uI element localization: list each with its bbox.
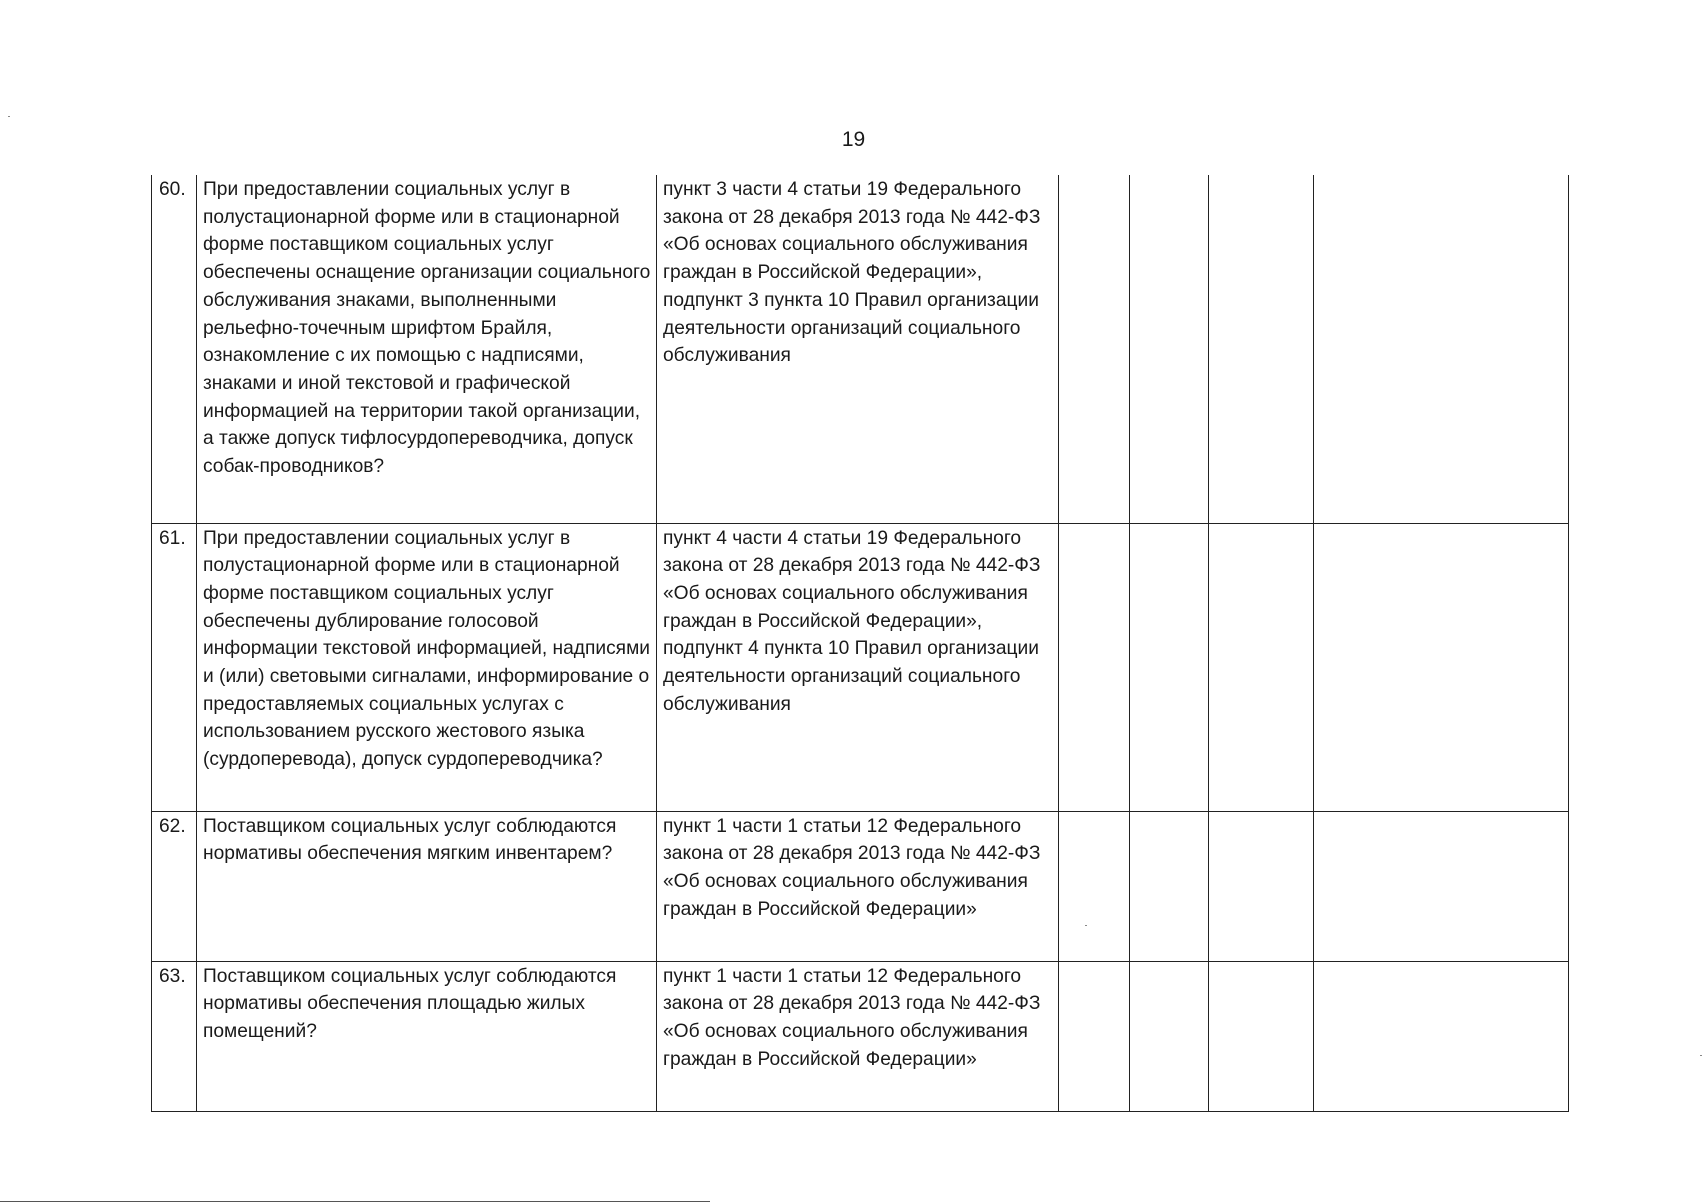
legal-basis-cell: пункт 1 части 1 статьи 12 Федерального закона от 28 декабря 2013 года № 442-ФЗ «Об основах социального обслуживания граждан в Российской Федерации» — [657, 811, 1059, 961]
checklist-table — [151, 175, 1569, 1112]
answer-yes-cell — [1059, 961, 1130, 1111]
remarks-cell — [1314, 811, 1569, 961]
table-row — [152, 811, 1569, 961]
row-number: 61. — [152, 523, 197, 811]
answer-yes-cell — [1059, 811, 1130, 961]
row-number: 62. — [152, 811, 197, 961]
not-applicable-cell — [1209, 523, 1314, 811]
legal-basis-cell: пункт 1 части 1 статьи 12 Федерального закона от 28 декабря 2013 года № 442-ФЗ «Об основах социального обслуживания граждан в Российской Федерации» — [657, 961, 1059, 1111]
question-cell: При предоставлении социальных услуг в полустационарной форме или в стационарной форме поставщиком социальных услуг обеспечены оснащение организации социального обслуживания знаками, выполненными рельефно-точечным шрифтом Брайля, ознакомление с их помощью с надписями, знаками и иной текстовой и графической информацией на территории такой организации, а также допуск тифлосурдопереводчика, допуск собак-проводников? — [197, 175, 657, 523]
answer-yes-cell — [1059, 523, 1130, 811]
remarks-cell — [1314, 523, 1569, 811]
remarks-cell — [1314, 175, 1569, 523]
answer-no-cell — [1130, 811, 1209, 961]
row-number: 63. — [152, 961, 197, 1111]
legal-basis-cell: пункт 3 части 4 статьи 19 Федерального закона от 28 декабря 2013 года № 442-ФЗ «Об основах социального обслуживания граждан в Российской Федерации», подпункт 3 пункта 10 Правил организации деятельности организаций социального обслуживания — [657, 175, 1059, 523]
table-row — [152, 961, 1569, 1111]
question-cell: При предоставлении социальных услуг в полустационарной форме или в стационарной форме поставщиком социальных услуг обеспечены дублирование голосовой информации текстовой информацией, надписями и (или) световыми сигналами, информирование о предоставляемых социальных услугах с использованием русского жестового языка (сурдоперевода), допуск сурдопереводчика? — [197, 523, 657, 811]
question-cell: Поставщиком социальных услуг соблюдаются нормативы обеспечения мягким инвентарем? — [197, 811, 657, 961]
answer-no-cell — [1130, 175, 1209, 523]
legal-basis-cell: пункт 4 части 4 статьи 19 Федерального закона от 28 декабря 2013 года № 442-ФЗ «Об основах социального обслуживания граждан в Российской Федерации», подпункт 4 пункта 10 Правил организации деятельности организаций социального обслуживания — [657, 523, 1059, 811]
question-cell: Поставщиком социальных услуг соблюдаются нормативы обеспечения площадью жилых помещений? — [197, 961, 657, 1111]
scan-speck — [1700, 1055, 1702, 1056]
answer-no-cell — [1130, 523, 1209, 811]
scan-speck — [8, 116, 10, 117]
page-number: 19 — [841, 128, 866, 151]
remarks-cell — [1314, 961, 1569, 1111]
answer-yes-cell — [1059, 175, 1130, 523]
answer-no-cell — [1130, 961, 1209, 1111]
table-row — [152, 175, 1569, 523]
row-number: 60. — [152, 175, 197, 523]
scan-speck — [1085, 925, 1087, 926]
checklist-table-container — [151, 175, 1568, 1112]
not-applicable-cell — [1209, 811, 1314, 961]
not-applicable-cell — [1209, 175, 1314, 523]
not-applicable-cell — [1209, 961, 1314, 1111]
table-row — [152, 523, 1569, 811]
